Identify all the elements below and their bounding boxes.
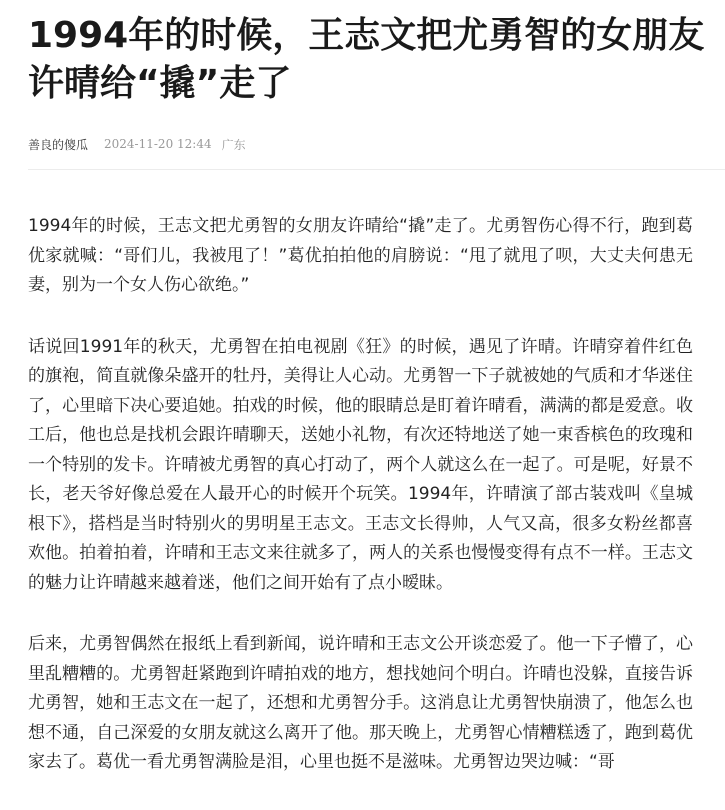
paragraph: 1994年的时候，王志文把尤勇智的女朋友许晴给“撬”走了。尤勇智伤心得不行，跑到葛优家就喊：“哥们儿，我被甩了！”葛优拍拍他的肩膀说：“甩了就甩了呗，大丈夫何患无妻，别为一个女人伤心欲绝。” [28, 216, 693, 295]
article-body [28, 212, 693, 778]
publish-date: 2024-11-20 12:44 [104, 137, 212, 151]
publish-location: 广东 [221, 137, 246, 152]
article-title: 1994年的时候，王志文把尤勇智的女朋友许晴给“撬”走了 [28, 15, 705, 104]
paragraph: 话说回1991年的秋天，尤勇智在拍电视剧《狂》的时候，遇见了许晴。许晴穿着件红色的旗袍，简直就像朵盛开的牡丹，美得让人心动。尤勇智一下子就被她的气质和才华迷住了，心里暗下决心要追她。拍戏的时候，他的眼睛总是盯着许晴看，满满的都是爱意。收工后，他也总是找机会跟许晴聊天，送她小礼物，有次还特地送了她一束香槟色的玫瑰和一个特别的发卡。许晴被尤勇智的真心打动了，两个人就这么在一起了。可是呢，好景不长，老天爷好像总爱在人最开心的时候开个玩笑。1994年，许晴演了部古装戏叫《皇城根下》，搭档是当时特别火的男明星王志文。王志文长得帅，人气又高，很多女粉丝都喜欢他。拍着拍着，许晴和王志文来往就多了，两人的关系也慢慢变得有点不一样。王志文的魅力让许晴越来越着迷，他们之间开始有了点小暧昧。 [28, 336, 693, 593]
author-name[interactable]: 善良的傻瓜 [28, 137, 89, 152]
meta-divider [28, 169, 725, 170]
paragraph: 后来，尤勇智偶然在报纸上看到新闻，说许晴和王志文公开谈恋爱了。他一下子懵了，心里乱糟糟的。尤勇智赶紧跑到许晴拍戏的地方，想找她问个明白。许晴也没躲，直接告诉尤勇智，她和王志文在一起了，还想和尤勇智分手。这消息让尤勇智快崩溃了，他怎么也想不通，自己深爱的女朋友就这么离开了他。那天晚上，尤勇智心情糟糕透了，跑到葛优家去了。葛优一看尤勇智满脸是泪，心里也挺不是滋味。尤勇智边哭边喊：“哥 [28, 634, 693, 772]
article [28, 0, 725, 810]
article-meta [28, 135, 725, 153]
